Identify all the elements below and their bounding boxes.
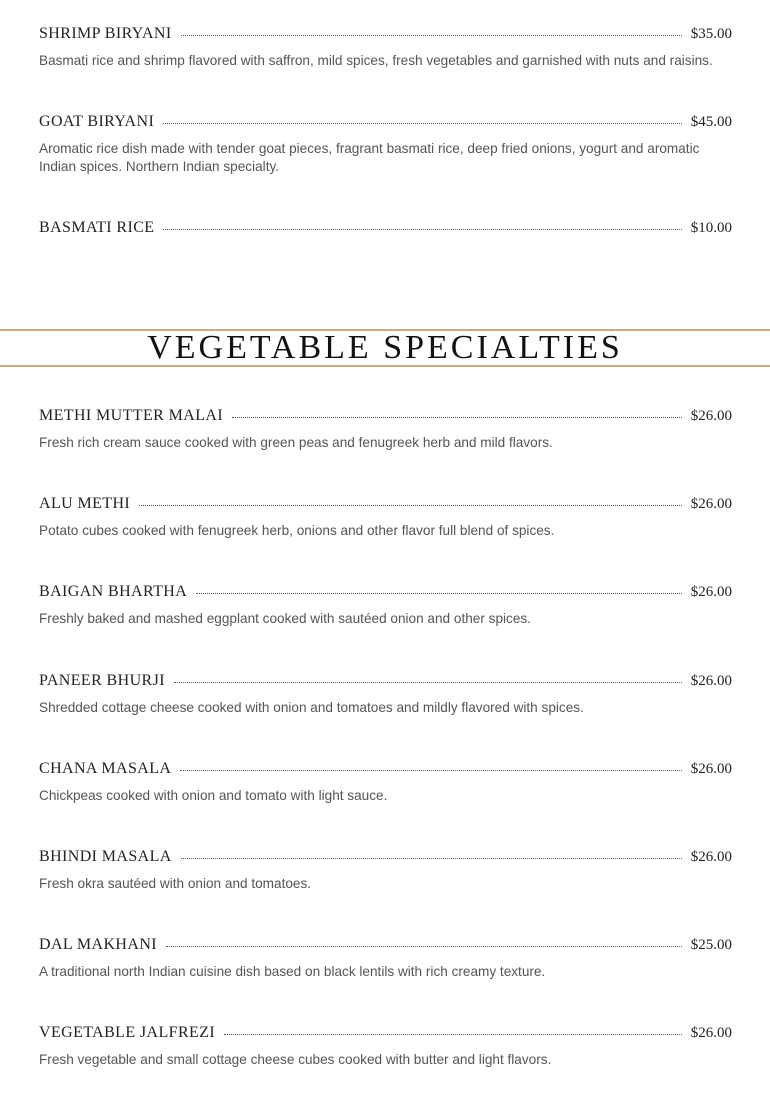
menu-item-description: Aromatic rice dish made with tender goat pieces, fragrant basmati rice, deep fried onions, yogurt and aromatic Indian spices. Northern Indian specialty. xyxy=(39,141,700,174)
menu-item-header xyxy=(39,581,732,603)
menu-item-price: $26.00 xyxy=(690,583,732,600)
dotted-leader xyxy=(174,682,682,683)
menu-item-price: $26.00 xyxy=(690,672,732,689)
menu-item-name: SHRIMP BIRYANI xyxy=(39,25,172,42)
menu-item-name: ALU METHI xyxy=(39,495,131,512)
menu-item xyxy=(39,846,732,893)
menu-item xyxy=(39,217,732,239)
dotted-leader xyxy=(232,417,682,418)
menu-item-description: Chickpeas cooked with onion and tomato with light sauce. xyxy=(39,788,388,803)
menu-item xyxy=(39,405,732,452)
menu-item xyxy=(39,670,732,717)
menu-item-price: $26.00 xyxy=(690,848,732,865)
menu-item xyxy=(39,1022,732,1069)
dotted-leader xyxy=(181,858,682,859)
menu-item-header xyxy=(39,493,732,515)
menu-item-name: BHINDI MASALA xyxy=(39,848,172,865)
menu-item xyxy=(39,23,732,70)
menu-item-price: $35.00 xyxy=(690,25,732,42)
menu-item-description: Potato cubes cooked with fenugreek herb, onions and other flavor full blend of spices. xyxy=(39,523,555,538)
menu-item-header xyxy=(39,217,732,239)
menu-item xyxy=(39,581,732,628)
menu-item-header xyxy=(39,758,732,780)
menu-item-price: $26.00 xyxy=(690,1024,732,1041)
menu-item xyxy=(39,111,732,176)
menu-item-description: Shredded cottage cheese cooked with onion and tomatoes and mildly flavored with spices. xyxy=(39,700,584,715)
section-title: VEGETABLE SPECIALTIES xyxy=(147,329,623,366)
dotted-leader xyxy=(139,505,682,506)
section-header xyxy=(0,329,770,367)
menu-item-name: VEGETABLE JALFREZI xyxy=(39,1024,216,1041)
dotted-leader xyxy=(196,593,682,594)
menu-item-header xyxy=(39,670,732,692)
menu-item-name: GOAT BIRYANI xyxy=(39,113,155,130)
menu-item-header xyxy=(39,111,732,133)
menu-item-price: $26.00 xyxy=(690,495,732,512)
dotted-leader xyxy=(224,1034,682,1035)
menu-item-header xyxy=(39,405,732,427)
menu-item-header xyxy=(39,23,732,45)
dotted-leader xyxy=(166,946,682,947)
menu-item-description: Fresh okra sautéed with onion and tomatoes. xyxy=(39,876,312,891)
menu-item-description: Freshly baked and mashed eggplant cooked with sautéed onion and other spices. xyxy=(39,611,531,626)
menu-item-description: Fresh vegetable and small cottage cheese cubes cooked with butter and light flavors. xyxy=(39,1052,552,1067)
menu-item-name: BAIGAN BHARTHA xyxy=(39,583,188,600)
menu-item-header xyxy=(39,846,732,868)
menu-item-description: A traditional north Indian cuisine dish based on black lentils with rich creamy texture. xyxy=(39,964,546,979)
menu-item-header xyxy=(39,934,732,956)
menu-item-price: $10.00 xyxy=(690,219,732,236)
menu-item-price: $45.00 xyxy=(690,113,732,130)
menu-item-name: METHI MUTTER MALAI xyxy=(39,407,224,424)
menu-item-name: CHANA MASALA xyxy=(39,760,172,777)
menu-item-name: BASMATI RICE xyxy=(39,219,155,236)
menu-item xyxy=(39,758,732,805)
menu-item-description: Basmati rice and shrimp flavored with saffron, mild spices, fresh vegetables and garnished with nuts and raisins. xyxy=(39,53,713,68)
menu-item xyxy=(39,493,732,540)
dotted-leader xyxy=(181,35,682,36)
menu-item-price: $25.00 xyxy=(690,936,732,953)
menu-item-header xyxy=(39,1022,732,1044)
menu-item-price: $26.00 xyxy=(690,407,732,424)
dotted-leader xyxy=(180,770,681,771)
menu-item-name: PANEER BHURJI xyxy=(39,672,165,689)
menu-item-description: Fresh rich cream sauce cooked with green peas and fenugreek herb and mild flavors. xyxy=(39,435,553,450)
dotted-leader xyxy=(163,123,682,124)
menu-item xyxy=(39,934,732,981)
dotted-leader xyxy=(163,229,681,230)
menu-item-price: $26.00 xyxy=(690,760,732,777)
menu-item-name: DAL MAKHANI xyxy=(39,936,158,953)
